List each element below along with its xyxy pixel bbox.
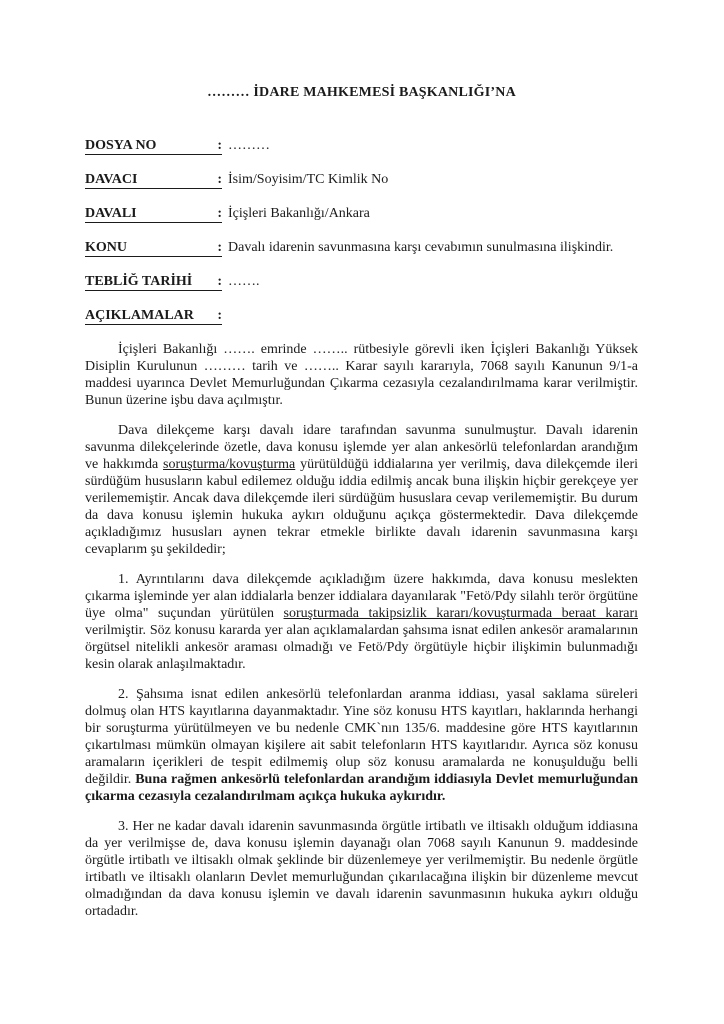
text-run: İçişleri Bakanlığı ……. emrinde …….. rütbesiyle görevli iken İçişleri Bakanlığı Yüksek Disiplin Kurulunun ……… tarih ve …….. Karar sayılı kararıyla, 7068 sayılı Kanunun 9/1-a maddesi uyarınca Devlet Memurluğundan Çıkarma cezasıyla cezalandırılmama karar verilmiştir. Bunun üzerine işbu dava açılmıştır. (85, 342, 638, 408)
field-label-text: TEBLİĞ TARİHİ (85, 274, 193, 289)
text-run: Dava dilekçeme karşı davalı idare tarafından savunma sunulmuştur. Davalı idarenin savunma dilekçelerinde özetle, dava konusu işlemde yer alan ankesörlü telefonlardan arandığım ve hakkımda (85, 423, 638, 472)
field-colon: : (217, 138, 222, 153)
field-label (85, 138, 222, 155)
text-run: soruşturmada takipsizlik kararı/kovuşturmada beraat kararı (283, 606, 639, 621)
field-label-text: DAVALI (85, 206, 137, 221)
paragraph (85, 818, 638, 920)
field-colon: : (217, 274, 222, 289)
field-value: Davalı idarenin savunmasına karşı cevabımın sunulmasına ilişkindir. (228, 240, 614, 255)
text-run: soruşturma/kovuşturma (163, 457, 296, 472)
field-value: ……. (228, 274, 260, 289)
field-label (85, 206, 222, 223)
field-value (222, 308, 228, 323)
field-row (85, 137, 638, 155)
field-label (85, 172, 222, 189)
field-value: İsim/Soyisim/TC Kimlik No (228, 172, 389, 187)
field-value: İçişleri Bakanlığı/Ankara (228, 206, 370, 221)
text-run: verilmiştir. Söz konusu kararda yer alan açıklamalardan şahsıma isnat edilen ankesör aramalarının örgütsel nitelikli ankesör araması olmadığı ve Fetö/Pdy örgütüyle hiçbir ilişkimin bulunmadığı kesin olarak anlaşılmaktadır. (85, 623, 638, 672)
field-row (85, 205, 638, 223)
text-run: 3. Her ne kadar davalı idarenin savunmasında örgütle irtibatlı ve iltisaklı olduğum iddiasına da yer verilmişse de, dava konusu işlemin dayanağı olan 7068 sayılı Kanunun 9. maddesinde örgütle irtibatlı ve iltisaklı olmak şeklinde bir düzenlemeye yer verilmemiştir. Bu nedenle örgütle irtibatlı ve iltisaklı olanların Devlet memurluğundan çıkarılacağına ilişkin bir düzenleme mevcut olmadığından da dava konusu işlemin ve davalı idarenin savunmasının hukuka aykırı olduğu ortadadır. (85, 819, 638, 919)
field-label-text: AÇIKLAMALAR (85, 308, 194, 323)
paragraph (85, 686, 638, 805)
text-run: 2. Şahsıma isnat edilen ankesörlü telefonlardan aranma iddiası, yasal saklama süreleri dolmuş olan HTS kayıtlarına dayanmaktadır. Yine söz konusu HTS kayıtları, haklarında herhangi bir soruşturma yürütülmeyen ve bu nedenle CMK`nın 135/6. maddesine göre HTS kayıtlarının çıkartılması mümkün olmayan kişilere ait sabit telefonların HTS kayıtlarıdır. Ayrıca söz konusu aramaların içerikleri de tespit edilmemiş olup söz konusu aramalarda ne konuşulduğu belli değildir. (85, 687, 638, 787)
field-row (85, 171, 638, 189)
field-row (85, 239, 638, 257)
text-run: yürütüldüğü iddialarına yer verilmiş, dava dilekçemde ileri sürdüğüm hususların kabul edilemez olduğu iddia edilmiş ancak buna ilişkin hiçbir gerekçeye yer verilememiştir. Ancak dava dilekçemde ileri sürdüğüm hususlara cevap verilememiştir. Bu durum da dava konusu işlemin hukuka aykırı olduğunu açıkça göstermektedir. Dava dilekçemde açıkladığımız hususları aynen tekrar etmekle birlikte davalı idarenin savunmasına karşı cevaplarım şu şekildedir; (85, 457, 639, 557)
paragraph (85, 422, 638, 558)
field-value: ……… (228, 138, 270, 153)
text-run: Buna rağmen ankesörlü telefonlardan arandığım iddiasıyla Devlet memurluğundan çıkarma cezasıyla cezalandırılmam açıkça hukuka aykırıdır. (85, 772, 638, 804)
field-label-text: DAVACI (85, 172, 138, 187)
field-colon: : (217, 308, 222, 323)
field-label (85, 274, 222, 291)
document-title: ……… İDARE MAHKEMESİ BAŞKANLIĞI’NA (207, 85, 516, 100)
field-label-text: KONU (85, 240, 127, 255)
text-run: 1. Ayrıntılarını dava dilekçemde açıkladığım üzere hakkımda, dava konusu meslekten çıkarma işleminde yer alan iddialarla benzer iddialara dayanılarak "Fetö/Pdy silahlı terör örgütüne üye olma" suçundan yürütülen (85, 572, 638, 621)
field-colon: : (217, 172, 222, 187)
paragraph (85, 571, 638, 673)
field-label-text: DOSYA NO (85, 138, 157, 153)
paragraph (85, 341, 638, 409)
field-row (85, 307, 638, 325)
fields-block (85, 137, 638, 325)
field-row (85, 273, 638, 291)
field-colon: : (217, 206, 222, 221)
paragraphs-block (85, 341, 638, 920)
field-label (85, 240, 222, 257)
field-colon: : (217, 240, 222, 255)
field-label (85, 308, 222, 325)
